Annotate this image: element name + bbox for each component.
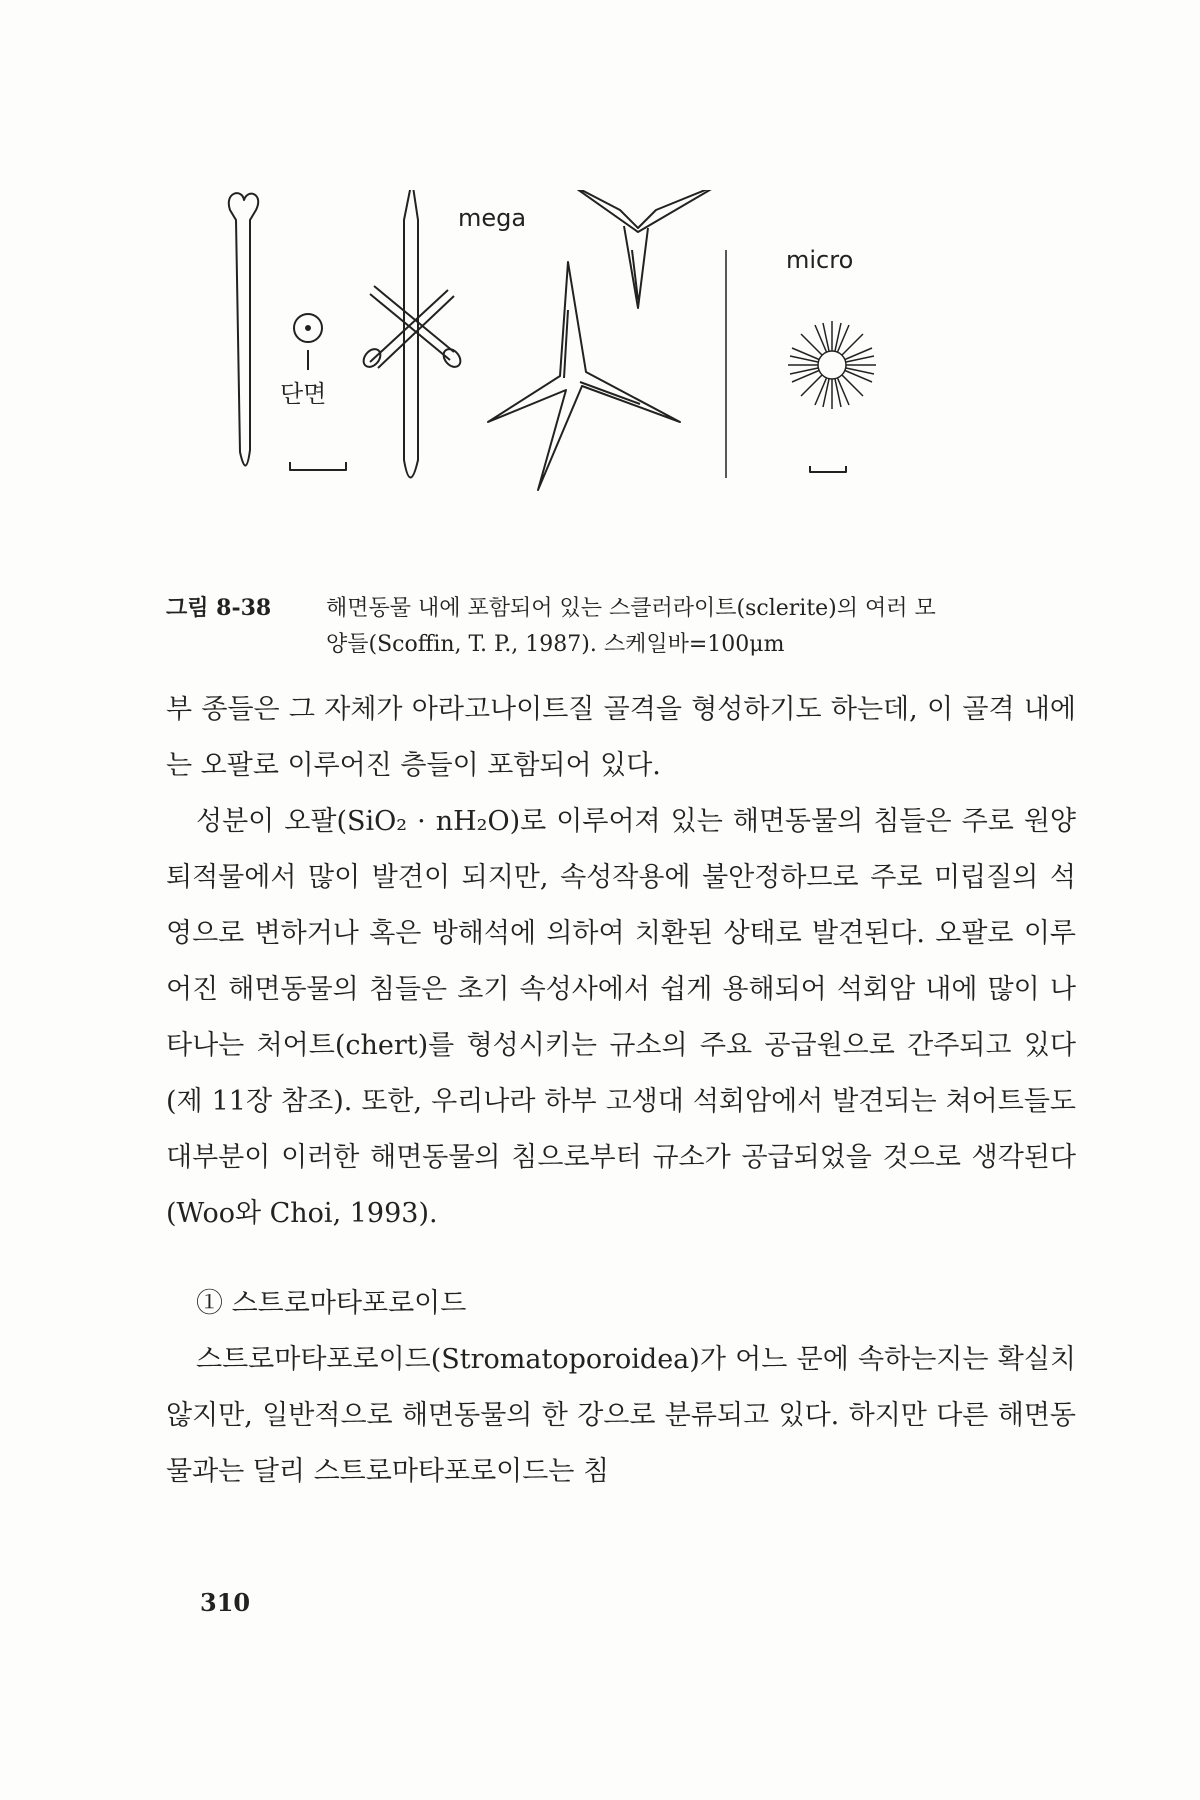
page-number: 310	[200, 1588, 251, 1617]
paragraph-2: 성분이 오팔(SiO₂ · nH₂O)로 이루어져 있는 해면동물의 침들은 주로 원양퇴적물에서 많이 발견이 되지만, 속성작용에 불안정하므로 주로 미립질의 석영으로 변하거나 혹은 방해석에 의하여 치환된 상태로 발견된다. 오팔로 이루어진 해면동물의 침들은 초기 속성사에서 쉽게 용해되어 석회암 내에 많이 나타나는 처어트(chert)를 형성시키는 규소의 주요 공급원으로 간주되고 있다(제 11장 참조). 또한, 우리나라 하부 고생대 석회암에서 발견되는 쳐어트들도 대부분이 이러한 해면동물의 침으로부터 규소가 공급되었을 것으로 생각된다(Woo와 Choi, 1993).	[166, 806, 1076, 1229]
rod-spicule	[229, 193, 258, 465]
sclerite-drawings	[220, 190, 1000, 580]
caption-label: 그림 8-38	[166, 595, 272, 621]
cross-section-label: 단면	[280, 380, 327, 408]
tetraxon-megasclere	[488, 262, 680, 490]
caption-text-line2: 양들(Scoffin, T. P., 1987). 스케일바=100μm	[326, 632, 785, 657]
scale-bar-left	[290, 462, 346, 470]
paragraph-3: 스트로마타포로이드(Stromatoporoidea)가 어느 문에 속하는지는 확실치 않지만, 일반적으로 해면동물의 한 강으로 분류되고 있다. 하지만 다른 해면동물과는 달리 스트로마타포로이드는 침	[166, 1344, 1076, 1487]
microsclere-star	[788, 321, 876, 409]
scale-bar-right	[810, 466, 846, 472]
cross-spicule	[404, 190, 418, 478]
micro-label: micro	[786, 246, 854, 274]
mega-label: mega	[458, 204, 527, 232]
triradiate-spicule	[570, 190, 720, 232]
body-text	[166, 682, 1076, 1500]
sclerite-figure	[220, 190, 1000, 580]
section-heading: ① 스트로마타포로이드	[196, 1288, 467, 1319]
paragraph-1: 부 종들은 그 자체가 아라고나이트질 골격을 형성하기도 하는데, 이 골격 내에는 오팔로 이루어진 층들이 포함되어 있다.	[166, 694, 1076, 781]
caption-text-line1: 해면동물 내에 포함되어 있는 스클러라이트(sclerite)의 여러 모	[326, 596, 936, 621]
figure-caption	[166, 590, 1070, 663]
